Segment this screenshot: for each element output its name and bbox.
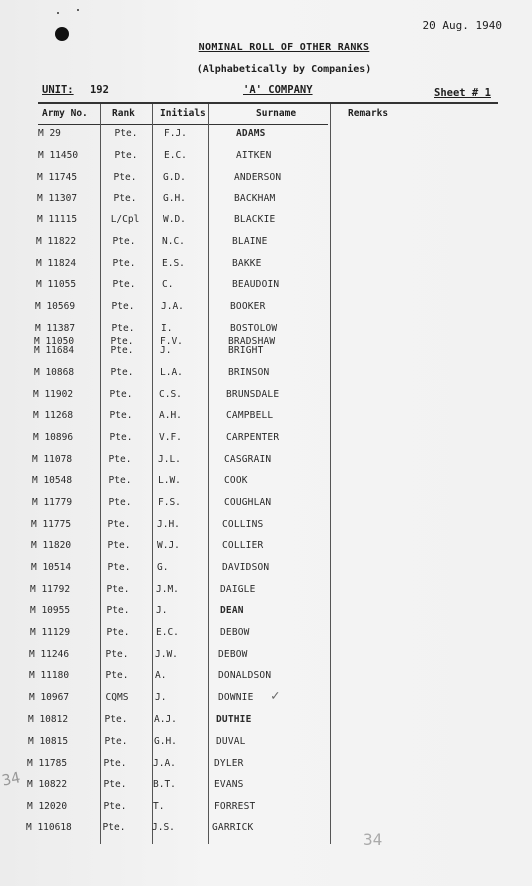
table-row (0, 193, 532, 213)
rank-cell: Pte. (106, 627, 130, 638)
footer-number: 34 (363, 830, 383, 849)
army-number-cell: M 11450 (38, 150, 79, 161)
surname-cell: DAVIDSON (222, 562, 270, 573)
initials-cell: W.J. (157, 540, 180, 551)
army-number-cell: M 10868 (34, 367, 75, 378)
table-row (0, 172, 532, 192)
army-number-cell: M 11115 (37, 214, 78, 225)
table-row (0, 454, 532, 474)
surname-cell: COUGHLAN (224, 497, 272, 508)
table-row (0, 649, 532, 669)
surname-cell: CASGRAIN (224, 454, 272, 465)
army-number-cell: M 10548 (32, 475, 73, 486)
surname-cell: BACKHAM (234, 193, 276, 204)
rank-cell: Pte. (108, 454, 132, 465)
initials-cell: I. (161, 323, 173, 334)
table-row (0, 822, 532, 842)
initials-cell: A.J. (154, 714, 177, 725)
army-number-cell: M 10514 (31, 562, 72, 573)
table-row (0, 345, 532, 365)
initials-cell: N.C. (162, 236, 185, 247)
rank-cell: Pte. (111, 323, 135, 334)
rank-cell: Pte. (112, 279, 136, 290)
rank-cell: Pte. (105, 649, 129, 660)
initials-cell: V.F. (159, 432, 182, 443)
rank-cell: Pte. (111, 301, 135, 312)
table-row (0, 128, 532, 148)
rank-cell: Pte. (107, 562, 131, 573)
initials-cell: J.L. (158, 454, 181, 465)
surname-cell: DUTHIE (216, 714, 252, 725)
table-row (0, 540, 532, 560)
surname-cell: BOSTOLOW (230, 323, 278, 334)
initials-cell: B.T. (153, 779, 176, 790)
army-number-cell: M 11779 (32, 497, 73, 508)
rank-cell: Pte. (112, 236, 136, 247)
rank-cell: Pte. (110, 336, 134, 347)
table-row (0, 258, 532, 278)
table-row (0, 214, 532, 234)
surname-cell: DEAN (220, 605, 244, 616)
army-number-cell: M 11180 (29, 670, 70, 681)
table-row (0, 736, 532, 756)
surname-cell: BRADSHAW (228, 336, 276, 347)
army-number-cell: M 11387 (35, 323, 76, 334)
initials-cell: F.J. (164, 128, 187, 139)
surname-cell: DEBOW (218, 649, 248, 660)
rank-cell: Pte. (107, 519, 131, 530)
col-header-initials: Initials (160, 108, 206, 119)
surname-cell: COLLIER (222, 540, 264, 551)
rank-cell: Pte. (109, 410, 133, 421)
table-row (0, 714, 532, 734)
initials-cell: L.A. (160, 367, 183, 378)
army-number-cell: M 11268 (33, 410, 74, 421)
initials-cell: C. (162, 279, 174, 290)
checkmark-icon: ✓ (271, 688, 280, 704)
army-number-cell: M 11307 (37, 193, 78, 204)
punch-hole (55, 27, 69, 41)
army-number-cell: M 11824 (36, 258, 77, 269)
initials-cell: E.C. (156, 627, 179, 638)
speck (77, 9, 79, 11)
margin-note: 34 (0, 768, 22, 790)
rank-cell: Pte. (103, 779, 127, 790)
unit-label: UNIT: (42, 84, 74, 96)
col-header-army-no: Army No. (42, 108, 88, 119)
table-row (0, 605, 532, 625)
col-header-surname: Surname (256, 108, 297, 119)
rank-cell: Pte. (107, 540, 131, 551)
table-row (0, 692, 532, 712)
header-top-rule (38, 102, 498, 104)
table-row (0, 475, 532, 495)
initials-cell: G.H. (154, 736, 177, 747)
initials-cell: J.H. (157, 519, 180, 530)
initials-cell: J. (155, 692, 167, 703)
army-number-cell: M 110618 (26, 822, 72, 833)
rank-cell: Pte. (110, 345, 134, 356)
table-row (0, 236, 532, 256)
rank-cell: CQMS (105, 692, 129, 703)
surname-cell: BEAUDOIN (232, 279, 280, 290)
surname-cell: AITKEN (236, 150, 272, 161)
document-date: 20 Aug. 1940 (422, 19, 502, 32)
initials-cell: A.H. (159, 410, 182, 421)
table-row (0, 367, 532, 387)
rank-cell: Pte. (103, 801, 127, 812)
initials-cell: J. (160, 345, 172, 356)
initials-cell: T. (153, 801, 165, 812)
document-title: NOMINAL ROLL OF OTHER RANKS (198, 42, 370, 53)
army-number-cell: M 11902 (33, 389, 74, 400)
initials-cell: F.S. (158, 497, 181, 508)
rank-cell: Pte. (113, 193, 137, 204)
table-row (0, 801, 532, 821)
table-row (0, 562, 532, 582)
surname-cell: EVANS (214, 779, 244, 790)
rank-cell: Pte. (102, 822, 126, 833)
rank-cell: L/Cpl (110, 214, 140, 225)
surname-cell: DOWNIE (218, 692, 254, 703)
rank-cell: Pte. (104, 714, 128, 725)
surname-cell: ANDERSON (234, 172, 282, 183)
surname-cell: ADAMS (236, 128, 266, 139)
table-row (0, 670, 532, 690)
table-row (0, 584, 532, 604)
army-number-cell: M 12020 (27, 801, 68, 812)
army-number-cell: M 10967 (29, 692, 70, 703)
surname-cell: BOOKER (230, 301, 266, 312)
army-number-cell: M 10815 (28, 736, 69, 747)
col-header-rank: Rank (112, 108, 135, 119)
army-number-cell: M 11050 (34, 336, 75, 347)
army-number-cell: M 29 (38, 128, 61, 139)
initials-cell: G.D. (163, 172, 186, 183)
rank-cell: Pte. (112, 258, 136, 269)
speck (57, 12, 59, 14)
army-number-cell: M 10812 (28, 714, 69, 725)
surname-cell: DUVAL (216, 736, 246, 747)
table-row (0, 279, 532, 299)
rank-cell: Pte. (104, 736, 128, 747)
rank-cell: Pte. (108, 475, 132, 486)
table-row (0, 758, 532, 778)
rank-cell: Pte. (109, 389, 133, 400)
surname-cell: BRUNSDALE (226, 389, 280, 400)
surname-cell: FORREST (214, 801, 256, 812)
initials-cell: W.D. (163, 214, 186, 225)
initials-cell: C.S. (159, 389, 182, 400)
initials-cell: F.V. (160, 336, 183, 347)
army-number-cell: M 10955 (30, 605, 71, 616)
document-subtitle: (Alphabetically by Companies) (196, 64, 372, 75)
army-number-cell: M 11820 (31, 540, 72, 551)
army-number-cell: M 11129 (30, 627, 71, 638)
surname-cell: BLAINE (232, 236, 268, 247)
surname-cell: COLLINS (222, 519, 264, 530)
rank-cell: Pte. (114, 128, 138, 139)
table-row (0, 150, 532, 170)
surname-cell: BRINSON (228, 367, 270, 378)
surname-cell: CAMPBELL (226, 410, 274, 421)
army-number-cell: M 11822 (36, 236, 77, 247)
rank-cell: Pte. (114, 150, 138, 161)
initials-cell: L.W. (158, 475, 181, 486)
table-row (0, 410, 532, 430)
surname-cell: DONALDSON (218, 670, 272, 681)
surname-cell: BLACKIE (234, 214, 276, 225)
surname-cell: DEBOW (220, 627, 250, 638)
army-number-cell: M 11246 (29, 649, 70, 660)
initials-cell: J.A. (161, 301, 184, 312)
initials-cell: J. (156, 605, 168, 616)
surname-cell: DYLER (214, 758, 244, 769)
surname-cell: DAIGLE (220, 584, 256, 595)
army-number-cell: M 11078 (32, 454, 73, 465)
initials-cell: G. (157, 562, 169, 573)
army-number-cell: M 11055 (36, 279, 77, 290)
table-row (0, 779, 532, 799)
table-row (0, 301, 532, 321)
army-number-cell: M 11785 (27, 758, 68, 769)
army-number-cell: M 10896 (33, 432, 74, 443)
rank-cell: Pte. (103, 758, 127, 769)
initials-cell: A. (155, 670, 167, 681)
army-number-cell: M 10569 (35, 301, 76, 312)
rank-cell: Pte. (105, 670, 129, 681)
army-number-cell: M 11684 (34, 345, 75, 356)
company-label: 'A' COMPANY (243, 84, 313, 96)
surname-cell: BRIGHT (228, 345, 264, 356)
sheet-number: Sheet # 1 (434, 87, 491, 99)
surname-cell: CARPENTER (226, 432, 280, 443)
table-row (0, 432, 532, 452)
army-number-cell: M 10822 (27, 779, 68, 790)
table-row (0, 389, 532, 409)
initials-cell: G.H. (163, 193, 186, 204)
table-row (0, 627, 532, 647)
initials-cell: J.M. (156, 584, 179, 595)
unit-field (42, 84, 109, 96)
surname-cell: BAKKE (232, 258, 262, 269)
rank-cell: Pte. (108, 497, 132, 508)
rank-cell: Pte. (106, 605, 130, 616)
rank-cell: Pte. (106, 584, 130, 595)
col-header-remarks: Remarks (348, 108, 389, 119)
initials-cell: E.C. (164, 150, 187, 161)
army-number-cell: M 11745 (37, 172, 78, 183)
surname-cell: GARRICK (212, 822, 254, 833)
table-row (0, 519, 532, 539)
rank-cell: Pte. (110, 367, 134, 378)
initials-cell: E.S. (162, 258, 185, 269)
rank-cell: Pte. (113, 172, 137, 183)
header-bottom-rule (38, 124, 328, 125)
initials-cell: J.S. (152, 822, 175, 833)
army-number-cell: M 11792 (30, 584, 71, 595)
unit-value: 192 (89, 84, 109, 96)
initials-cell: J.A. (153, 758, 176, 769)
initials-cell: J.W. (155, 649, 178, 660)
rank-cell: Pte. (109, 432, 133, 443)
table-row (0, 497, 532, 517)
army-number-cell: M 11775 (31, 519, 72, 530)
surname-cell: COOK (224, 475, 248, 486)
